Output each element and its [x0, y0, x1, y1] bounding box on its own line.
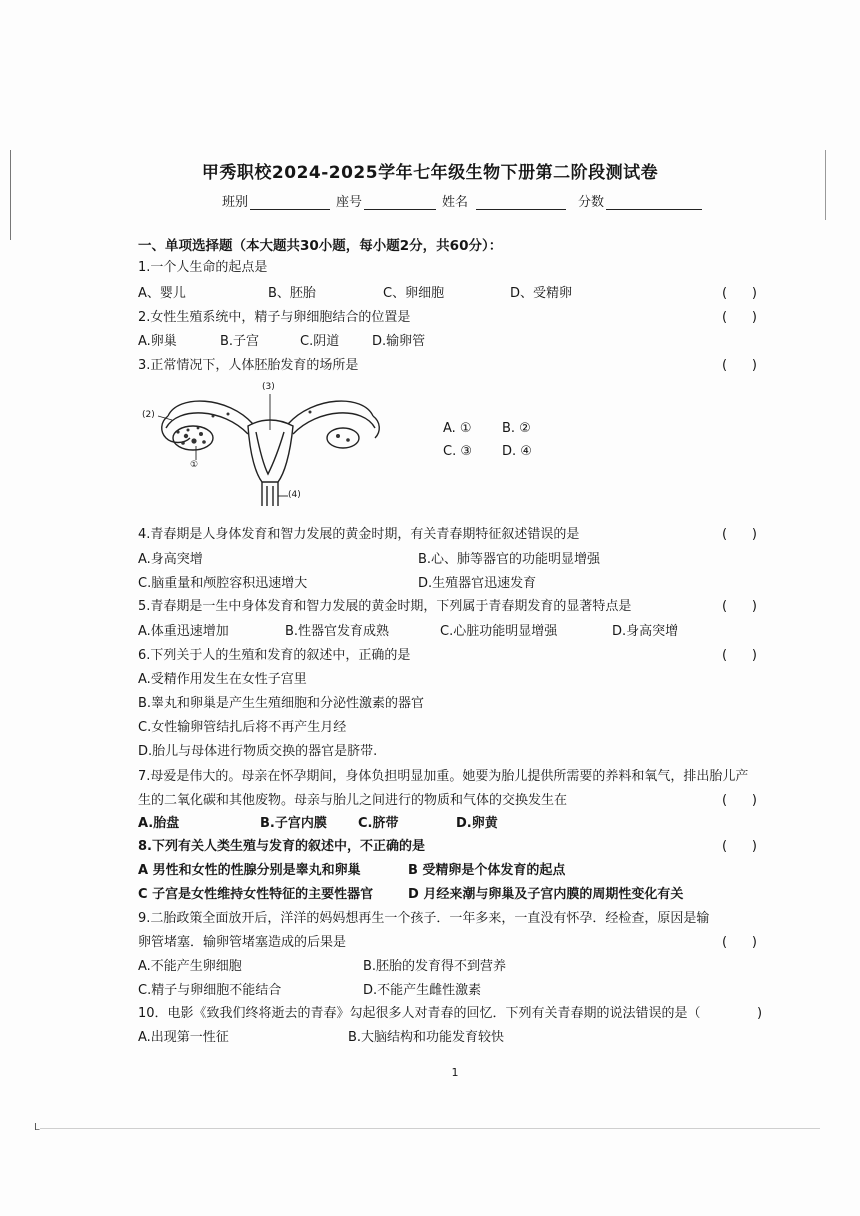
question-5-stem: 5.青春期是一生中身体发育和智力发展的黄金时期，下列属于青春期发育的显著特点是 — [138, 599, 632, 614]
q10-option-a[interactable]: A.出现第一性征 — [138, 1030, 229, 1045]
q6-option-d[interactable]: D.胎儿与母体进行物质交换的器官是脐带. — [138, 744, 378, 759]
question-9-stem-line1: 9.二胎政策全面放开后，洋洋的妈妈想再生一个孩子．一年多来，一直没有怀孕．经检查，原因是输 — [138, 911, 710, 926]
q1-option-d[interactable]: D、受精卵 — [510, 286, 573, 301]
class-label: 班别 — [222, 195, 249, 210]
class-field[interactable] — [250, 195, 330, 210]
q1-option-b[interactable]: B、胚胎 — [268, 286, 316, 301]
q7-option-b[interactable]: B.子宫内膜 — [260, 816, 327, 831]
q5-option-d[interactable]: D.身高突增 — [612, 624, 679, 639]
q4-option-c[interactable]: C.脑重量和颅腔容积迅速增大 — [138, 576, 308, 591]
q2-option-c[interactable]: C.阴道 — [300, 334, 340, 349]
q6-option-b[interactable]: B.睾丸和卵巢是产生生殖细胞和分泌性激素的器官 — [138, 696, 425, 711]
q4-option-a[interactable]: A.身高突增 — [138, 552, 203, 567]
question-10-stem: 10．电影《致我们终将逝去的青春》勾起很多人对青春的回忆．下列有关青春期的说法错误的是（ — [138, 1006, 701, 1021]
page-title: 甲秀职校2024-2025学年七年级生物下册第二阶段测试卷 — [201, 163, 659, 183]
question-7-stem-line2: 生的二氧化碳和其他废物。母亲与胎儿之间进行的物质和气体的交换发生在 — [138, 793, 568, 808]
q7-option-c[interactable]: C.脐带 — [358, 816, 399, 831]
page-number: 1 — [451, 1066, 459, 1079]
question-6-stem: 6.下列关于人的生殖和发育的叙述中，正确的是 — [138, 648, 411, 663]
q6-option-c[interactable]: C.女性输卵管结扎后将不再产生月经 — [138, 720, 347, 735]
q9-option-b[interactable]: B.胚胎的发育得不到营养 — [363, 959, 507, 974]
scan-mark: L — [34, 1122, 40, 1133]
q9-option-a[interactable]: A.不能产生卵细胞 — [138, 959, 242, 974]
diagram-label-2: (2) — [142, 410, 155, 420]
question-4-stem: 4.青春期是人身体发育和智力发展的黄金时期，有关青春期特征叙述错误的是 — [138, 527, 580, 542]
section-heading: 一、单项选择题（本大题共30小题，每小题2分，共60分）： — [138, 238, 503, 254]
q5-answer-box[interactable]: ( ) — [722, 599, 757, 614]
uterus-illustration — [138, 386, 388, 508]
scan-edge — [40, 1128, 820, 1129]
diagram-label-3: (3) — [262, 382, 275, 392]
q1-option-c[interactable]: C、卵细胞 — [383, 286, 445, 301]
q3-option-b[interactable]: B. ② — [502, 421, 531, 436]
question-9-stem-line2: 卵管堵塞．输卵管堵塞造成的后果是 — [138, 935, 347, 950]
q10-answer-box[interactable]: ) — [757, 1006, 763, 1021]
question-1-stem: 1.一个人生命的起点是 — [138, 260, 268, 275]
q9-answer-box[interactable]: ( ) — [722, 935, 757, 950]
q8-answer-box[interactable]: ( ) — [722, 839, 757, 854]
q3-answer-box[interactable]: ( ) — [722, 358, 757, 373]
q8-option-d[interactable]: D 月经来潮与卵巢及子宫内膜的周期性变化有关 — [408, 887, 684, 902]
q2-answer-box[interactable]: ( ) — [722, 310, 757, 325]
q1-option-a[interactable]: A、婴儿 — [138, 286, 186, 301]
q6-option-a[interactable]: A.受精作用发生在女性子宫里 — [138, 672, 307, 687]
q10-option-b[interactable]: B.大脑结构和功能发育较快 — [348, 1030, 505, 1045]
question-8-stem: 8.下列有关人类生殖与发育的叙述中，不正确的是 — [138, 839, 425, 854]
seat-field[interactable] — [364, 195, 436, 210]
q2-option-b[interactable]: B.子宫 — [220, 334, 260, 349]
q2-option-d[interactable]: D.输卵管 — [372, 334, 426, 349]
question-3-stem: 3.正常情况下，人体胚胎发育的场所是 — [138, 358, 359, 373]
student-info-row — [222, 191, 708, 210]
q8-option-a[interactable]: A 男性和女性的性腺分别是睾丸和卵巢 — [138, 863, 361, 878]
q6-answer-box[interactable]: ( ) — [722, 648, 757, 663]
q7-option-a[interactable]: A.胎盘 — [138, 816, 180, 831]
question-2-stem: 2.女性生殖系统中，精子与卵细胞结合的位置是 — [138, 310, 411, 325]
q3-option-c[interactable]: C. ③ — [443, 444, 472, 459]
name-field[interactable] — [476, 195, 566, 210]
diagram-label-1: ① — [190, 460, 199, 470]
q4-option-b[interactable]: B.心、肺等器官的功能明显增强 — [418, 552, 601, 567]
q9-option-c[interactable]: C.精子与卵细胞不能结合 — [138, 983, 282, 998]
q7-answer-box[interactable]: ( ) — [722, 793, 757, 808]
q9-option-d[interactable]: D.不能产生雌性激素 — [363, 983, 482, 998]
q3-option-a[interactable]: A. ① — [443, 421, 472, 436]
uterus-diagram — [138, 382, 388, 508]
q4-option-d[interactable]: D.生殖器官迅速发育 — [418, 576, 537, 591]
q4-answer-box[interactable]: ( ) — [722, 527, 757, 542]
q8-option-b[interactable]: B 受精卵是个体发育的起点 — [408, 863, 566, 878]
diagram-label-4: (4) — [288, 490, 301, 500]
q7-option-d[interactable]: D.卵黄 — [456, 816, 498, 831]
q1-answer-box[interactable]: ( ) — [722, 286, 757, 301]
question-7-stem-line1: 7.母爱是伟大的。母亲在怀孕期间，身体负担明显加重。她要为胎儿提供所需要的养料和氧气，排出胎儿产 — [138, 769, 749, 784]
seat-label: 座号 — [336, 195, 363, 210]
q5-option-b[interactable]: B.性器官发育成熟 — [285, 624, 390, 639]
name-label: 姓名 — [442, 195, 469, 210]
q2-option-a[interactable]: A.卵巢 — [138, 334, 177, 349]
q8-option-c[interactable]: C 子宫是女性维持女性特征的主要性器官 — [138, 887, 374, 902]
score-field[interactable] — [606, 195, 702, 210]
q5-option-a[interactable]: A.体重迅速增加 — [138, 624, 229, 639]
q3-option-d[interactable]: D. ④ — [502, 444, 532, 459]
q5-option-c[interactable]: C.心脏功能明显增强 — [440, 624, 558, 639]
score-label: 分数 — [578, 195, 605, 210]
